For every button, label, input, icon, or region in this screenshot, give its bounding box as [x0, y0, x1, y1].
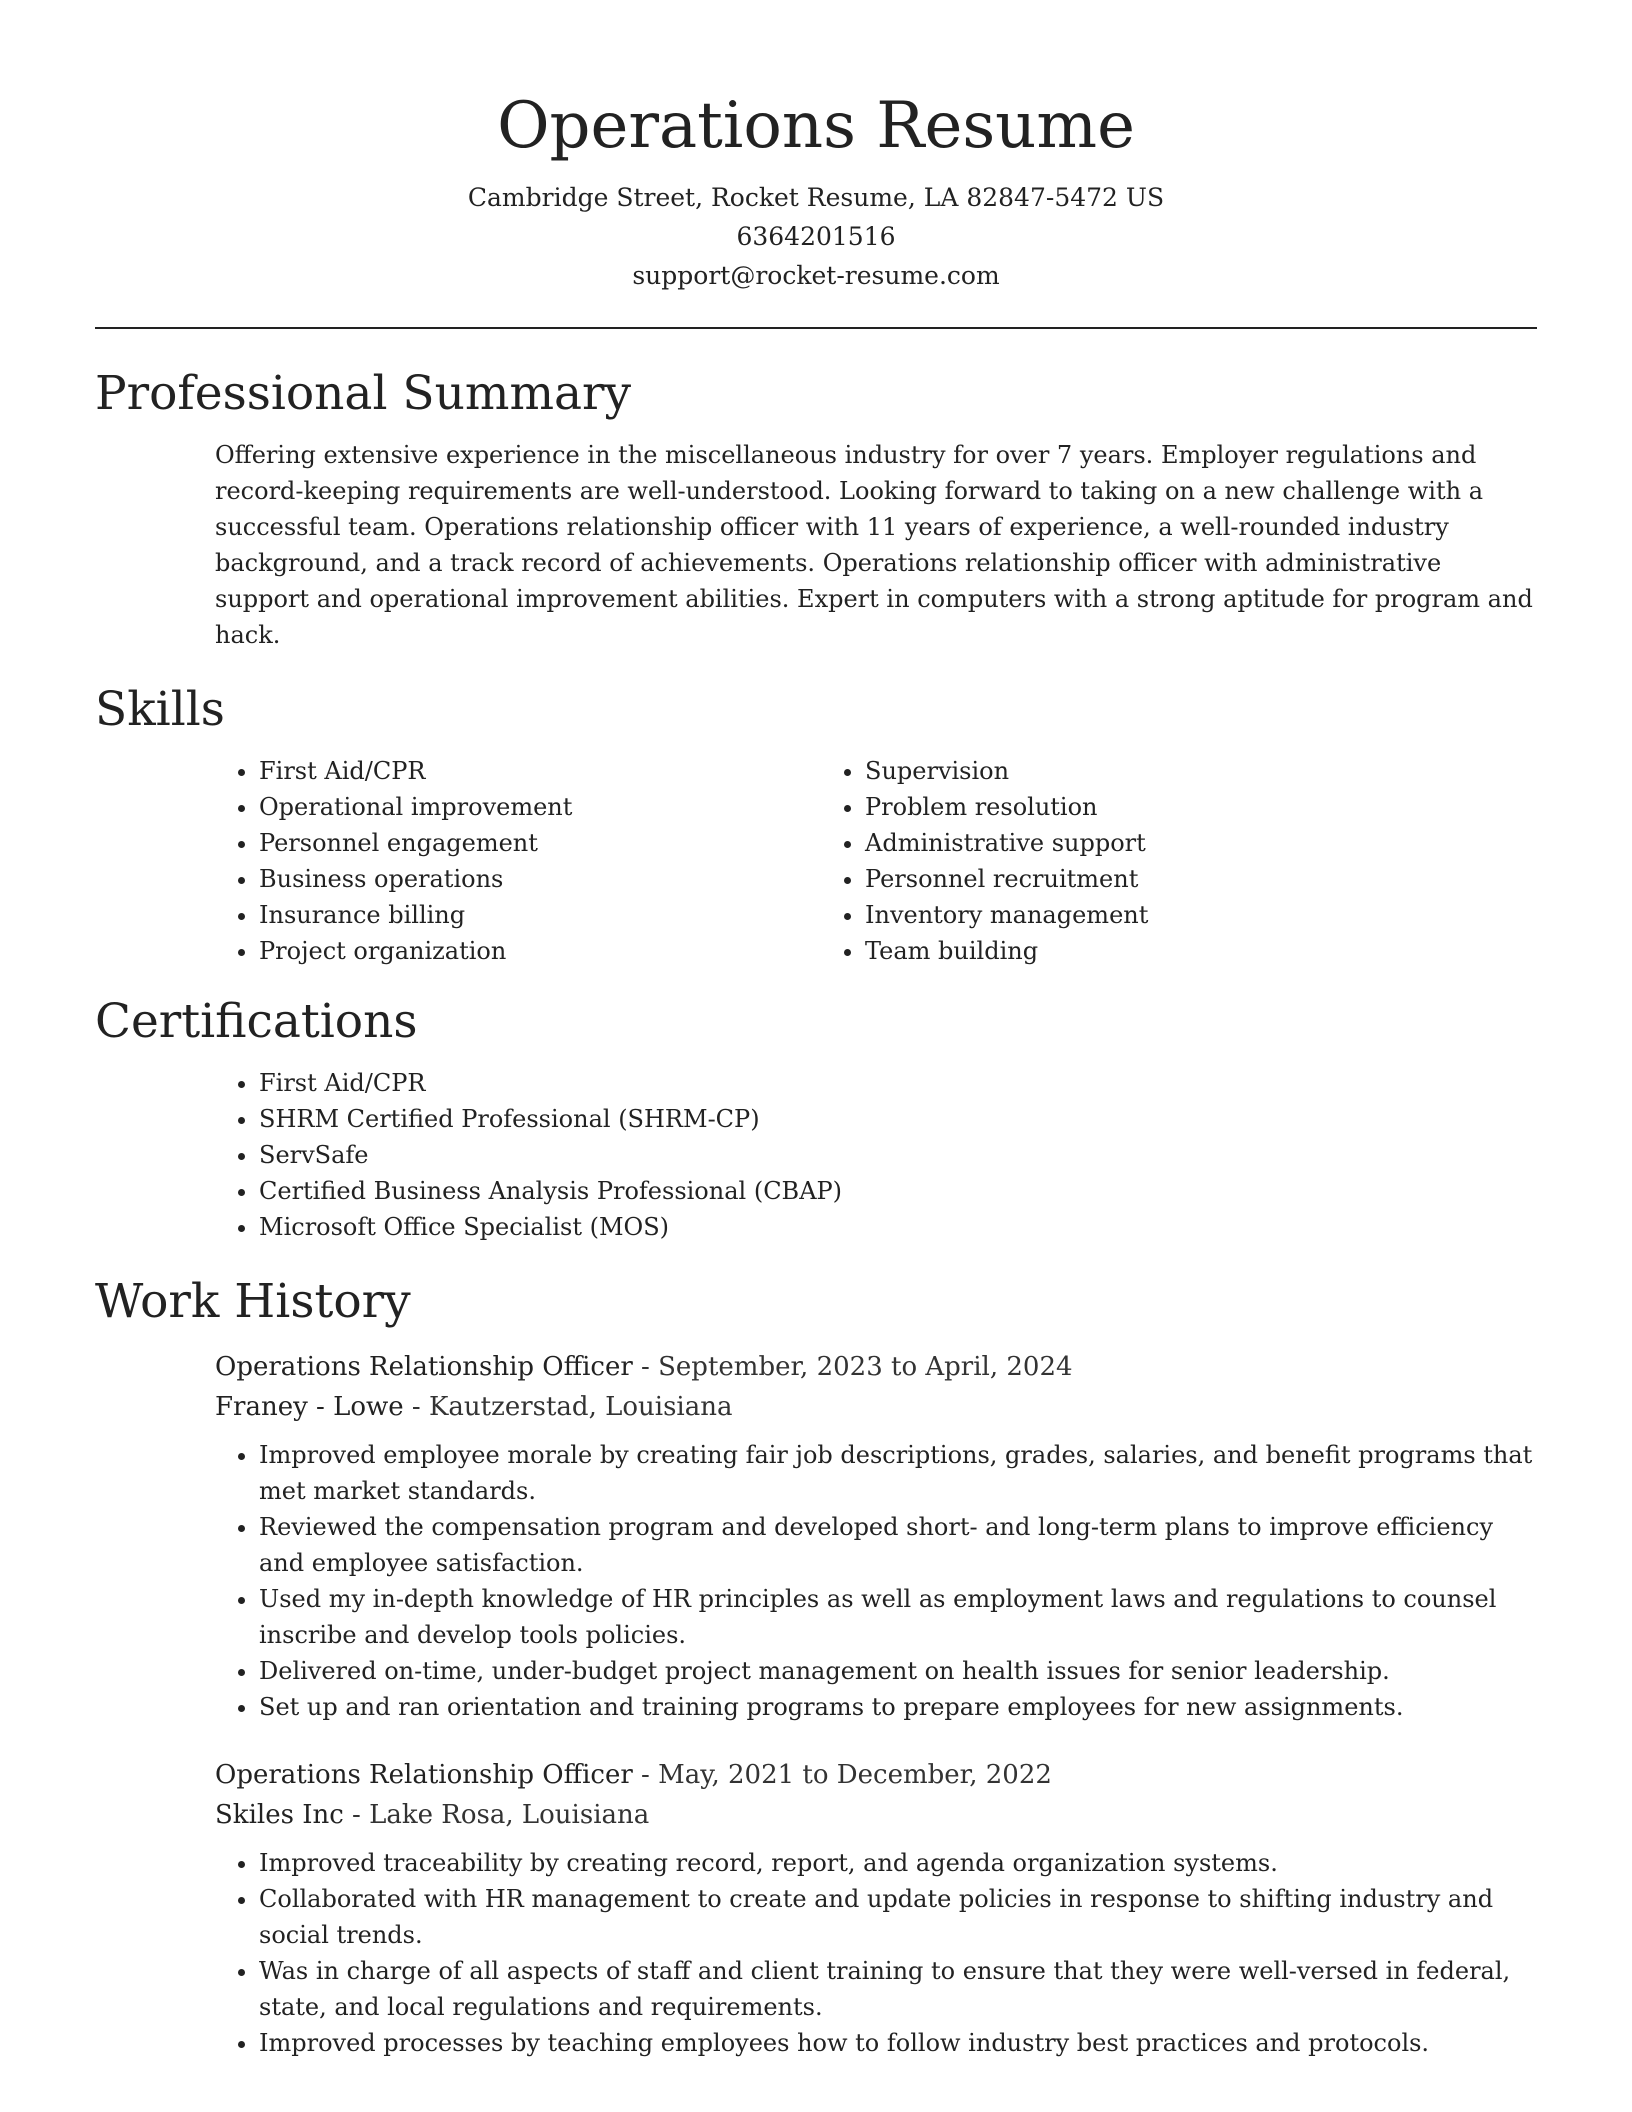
job-separator: - [343, 1800, 370, 1830]
certifications-list [215, 1065, 1537, 1245]
job-company: Franey - Lowe [215, 1392, 404, 1422]
job-bullet: • Delivered on-time, under-budget project management on health issues for senior leadership. [259, 1653, 1537, 1689]
job-separator: - [632, 1352, 659, 1382]
skill-item: • Administrative support [865, 825, 1415, 861]
skill-item: • Project organization [259, 933, 815, 969]
job-separator: - [403, 1392, 429, 1422]
job-bullet: • Used my in-depth knowledge of HR principles as well as employment laws and regulations to counsel inscribe and develop tools policies. [259, 1581, 1537, 1653]
work-history-heading: Work History [95, 1274, 411, 1329]
certification-item: • Microsoft Office Specialist (MOS) [259, 1209, 1537, 1245]
skills-columns [215, 753, 1537, 969]
skills-list-right [815, 753, 1415, 969]
job-entry [215, 1347, 1537, 1725]
job-bullet: • Improved traceability by creating record, report, and agenda organization systems. [259, 1845, 1537, 1881]
certification-item: • Certified Business Analysis Professional (CBAP) [259, 1173, 1537, 1209]
job-location: Lake Rosa, Louisiana [369, 1800, 650, 1830]
contact-email: support@rocket-resume.com [632, 261, 1000, 290]
summary-text: Offering extensive experience in the miscellaneous industry for over 7 years. Employer regulations and record-keeping requirements are well-understood. Looking forward to taking on a new challenge with a successful team. Operations relationship officer with 11 years of experience, a well-rounded industry background, and a track record of achievements. Operations relationship officer with administrative support and operational improvement abilities. Expert in computers with a strong aptitude for program and hack. [215, 441, 1533, 649]
job-bullets [215, 1437, 1537, 1725]
job-bullets [215, 1845, 1537, 2061]
job-title-line [215, 1755, 1537, 1795]
certification-item: • SHRM Certified Professional (SHRM-CP) [259, 1101, 1537, 1137]
resume-header [95, 0, 1537, 295]
skills-heading: Skills [95, 682, 225, 737]
header-divider [95, 327, 1537, 329]
job-company: Skiles Inc [215, 1800, 344, 1830]
skill-item: • Insurance billing [259, 897, 815, 933]
job-title-line [215, 1347, 1537, 1387]
skill-item: • Problem resolution [865, 789, 1415, 825]
job-entry [215, 1755, 1537, 2061]
resume-title: Operations Resume [497, 89, 1135, 163]
skill-item: • Personnel recruitment [865, 861, 1415, 897]
skill-item: • Team building [865, 933, 1415, 969]
job-title: Operations Relationship Officer [215, 1760, 633, 1790]
skill-item: • Operational improvement [259, 789, 815, 825]
contact-phone: 6364201516 [736, 222, 896, 251]
summary-heading: Professional Summary [95, 366, 632, 421]
job-dates: May, 2021 to December, 2022 [658, 1760, 1052, 1790]
skill-item: • Personnel engagement [259, 825, 815, 861]
contact-info [95, 178, 1537, 295]
job-bullet: • Improved employee morale by creating fair job descriptions, grades, salaries, and benefit programs that met market standards. [259, 1437, 1537, 1509]
skill-item: • Business operations [259, 861, 815, 897]
contact-address: Cambridge Street, Rocket Resume, LA 82847-5472 US [467, 183, 1165, 212]
job-bullet: • Collaborated with HR management to create and update policies in response to shifting industry and social trends. [259, 1881, 1537, 1953]
job-separator: - [632, 1760, 659, 1790]
skill-item: • Supervision [865, 753, 1415, 789]
certifications-heading: Certifications [95, 994, 418, 1049]
job-bullet: • Was in charge of all aspects of staff and client training to ensure that they were well-versed in federal, state, and local regulations and requirements. [259, 1953, 1537, 2025]
certification-item: • First Aid/CPR [259, 1065, 1537, 1101]
job-bullet: • Improved processes by teaching employees how to follow industry best practices and protocols. [259, 2025, 1537, 2061]
job-company-line [215, 1387, 1537, 1427]
job-company-line [215, 1795, 1537, 1835]
skills-list-left [215, 753, 815, 969]
skill-item: • First Aid/CPR [259, 753, 815, 789]
job-location: Kautzerstad, Louisiana [429, 1392, 733, 1422]
job-dates: September, 2023 to April, 2024 [658, 1352, 1073, 1382]
skill-item: • Inventory management [865, 897, 1415, 933]
job-title: Operations Relationship Officer [215, 1352, 633, 1382]
certification-item: • ServSafe [259, 1137, 1537, 1173]
job-bullet: • Reviewed the compensation program and developed short- and long-term plans to improve efficiency and employee satisfaction. [259, 1509, 1537, 1581]
job-bullet: • Set up and ran orientation and training programs to prepare employees for new assignments. [259, 1689, 1537, 1725]
